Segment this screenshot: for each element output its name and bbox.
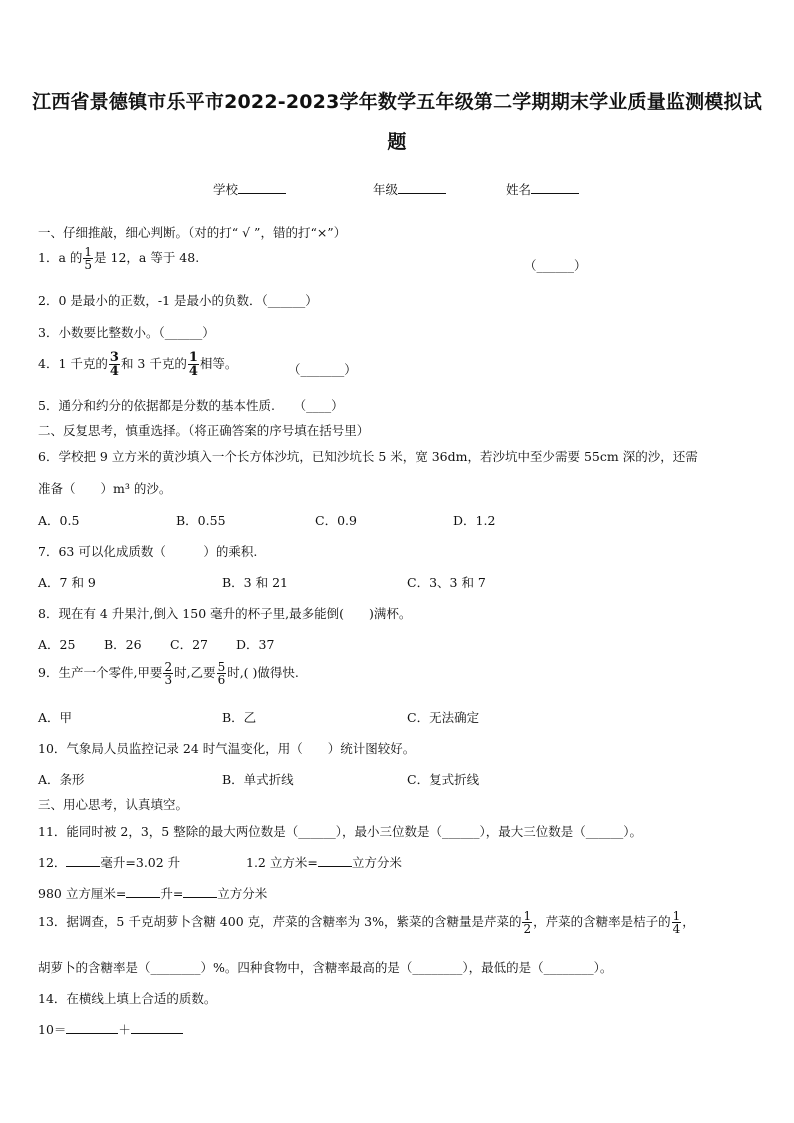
- section-3-heading: 三、用心思考，认真填空。: [38, 797, 189, 812]
- q10-option-b[interactable]: B．单式折线: [222, 772, 294, 787]
- q7-option-a[interactable]: A．7 和 9: [38, 575, 96, 590]
- question-9: [38, 661, 299, 686]
- q12-text-e: 980 立方厘米=: [38, 886, 127, 901]
- q14-text-a: 10＝: [38, 1022, 67, 1037]
- q6-option-a[interactable]: A．0.5: [38, 513, 80, 528]
- q7-option-c[interactable]: C．3、3 和 7: [407, 575, 486, 590]
- q13-text-c: ，: [682, 914, 695, 929]
- q12-text-b: 毫升=3.02 升: [100, 855, 181, 870]
- name-field[interactable]: [506, 180, 579, 198]
- question-13-line-1: [38, 910, 695, 935]
- title-line-1: 江西省景德镇市乐平市2022-2023学年数学五年级第二学期期末学业质量监测模拟试: [32, 91, 762, 113]
- q4-text-c: 相等。: [199, 356, 238, 371]
- q9-fraction-2: $\frac{5}{6}$: [217, 660, 226, 687]
- q12-text-g: 立方分米: [217, 886, 268, 901]
- school-field[interactable]: [213, 180, 286, 198]
- q1-text-a: 1．a 的: [38, 250, 83, 265]
- q9-text-a: 9．生产一个零件,甲要: [38, 665, 163, 680]
- q12-label: 12．: [38, 855, 67, 870]
- student-info-fields: [0, 180, 794, 200]
- question-12-line-1: [38, 853, 180, 871]
- q4-fraction-1: $\frac{3}{4}$: [109, 350, 119, 379]
- question-14-equation: [38, 1020, 183, 1038]
- question-8: 8．现在有 4 升果汁,倒入 150 毫升的杯子里,最多能倒( )满杯。: [38, 606, 412, 621]
- section-1-heading: 一、仔细推敲，细心判断。（对的打“ √ ”，错的打“×”）: [38, 225, 347, 240]
- q1-answer-paren[interactable]: （______）: [524, 258, 587, 273]
- q1-fraction: $\frac{1}{5}$: [84, 245, 93, 272]
- q12-blank-2[interactable]: [318, 854, 352, 867]
- q12-text-d: 立方分米: [351, 855, 402, 870]
- q8-option-d[interactable]: D．37: [236, 637, 275, 652]
- question-12-line-2: [38, 884, 267, 902]
- q10-option-c[interactable]: C．复式折线: [407, 772, 480, 787]
- question-14: 14．在横线上填上合适的质数。: [38, 991, 217, 1006]
- q12-blank-3[interactable]: [126, 885, 160, 898]
- q12-blank-4[interactable]: [183, 885, 217, 898]
- q8-option-c[interactable]: C．27: [170, 637, 208, 652]
- q9-text-c: 时,( )做得快.: [227, 665, 299, 680]
- q10-option-a[interactable]: A．条形: [38, 772, 85, 787]
- question-2: 2．0 是最小的正数，-1 是最小的负数．（______）: [38, 293, 318, 308]
- title-line-2: 题: [387, 131, 407, 153]
- q13-fraction-1: $\frac{1}{2}$: [523, 909, 532, 936]
- q9-option-a[interactable]: A．甲: [38, 710, 73, 725]
- q4-fraction-2: $\frac{1}{4}$: [188, 350, 198, 379]
- q13-text-a: 13．据调查，5 千克胡萝卜含糖 400 克，芹菜的含糖率为 3%，紫菜的含糖量是芹菜的: [38, 914, 522, 929]
- question-3: 3．小数要比整数小。（______）: [38, 325, 215, 340]
- q14-plus: ＋: [118, 1022, 131, 1037]
- q13-fraction-2: $\frac{1}{4}$: [672, 909, 681, 936]
- grade-field[interactable]: [373, 180, 446, 198]
- question-5: 5．通分和约分的依据都是分数的基本性质. （____）: [38, 398, 344, 413]
- school-label: 学校: [213, 182, 239, 197]
- question-6-line-1: 6．学校把 9 立方米的黄沙填入一个长方体沙坑，已知沙坑长 5 米，宽 36dm，若沙坑中至少需要 55cm 深的沙，还需: [38, 449, 698, 464]
- q7-option-b[interactable]: B．3 和 21: [222, 575, 288, 590]
- q9-fraction-1: $\frac{2}{3}$: [164, 660, 173, 687]
- question-11: 11．能同时被 2，3，5 整除的最大两位数是（______），最小三位数是（______），最大三位数是（______）。: [38, 824, 642, 839]
- question-13-line-2: 胡萝卜的含糖率是（________）%。四种食物中，含糖率最高的是（________），最低的是（________）。: [38, 960, 613, 975]
- q4-answer-paren[interactable]: （_______）: [288, 362, 357, 377]
- q9-option-b[interactable]: B．乙: [222, 710, 257, 725]
- q1-text-b: 是 12，a 等于 48.: [94, 250, 200, 265]
- q6-option-c[interactable]: C．0.9: [315, 513, 357, 528]
- q9-option-c[interactable]: C．无法确定: [407, 710, 480, 725]
- q12-blank-1[interactable]: [66, 854, 100, 867]
- q13-text-b: ，芹菜的含糖率是桔子的: [533, 914, 671, 929]
- q8-option-a[interactable]: A．25: [38, 637, 76, 652]
- q14-blank-1[interactable]: [66, 1021, 118, 1034]
- q6-option-d[interactable]: D．1.2: [453, 513, 496, 528]
- q14-blank-2[interactable]: [131, 1021, 183, 1034]
- q6-option-b[interactable]: B．0.55: [176, 513, 226, 528]
- question-6-line-2: 准备（ ）m³ 的沙。: [38, 481, 172, 496]
- q12-text-f: 升=: [160, 886, 184, 901]
- question-12-line-1-right: [246, 853, 402, 871]
- question-4: [38, 351, 237, 378]
- q12-text-c: 1.2 立方米=: [246, 855, 318, 870]
- name-label: 姓名: [506, 182, 532, 197]
- q8-option-b[interactable]: B．26: [104, 637, 142, 652]
- grade-label: 年级: [373, 182, 399, 197]
- question-10: 10．气象局人员监控记录 24 时气温变化，用（ ）统计图较好。: [38, 741, 416, 756]
- q4-text-a: 4．1 千克的: [38, 356, 108, 371]
- question-1: [38, 246, 199, 271]
- q4-text-b: 和 3 千克的: [120, 356, 187, 371]
- question-7: 7．63 可以化成质数（ ）的乘积.: [38, 544, 258, 559]
- q9-text-b: 时,乙要: [174, 665, 216, 680]
- section-2-heading: 二、反复思考，慎重选择。（将正确答案的序号填在括号里）: [38, 423, 370, 438]
- page-title: [30, 82, 764, 162]
